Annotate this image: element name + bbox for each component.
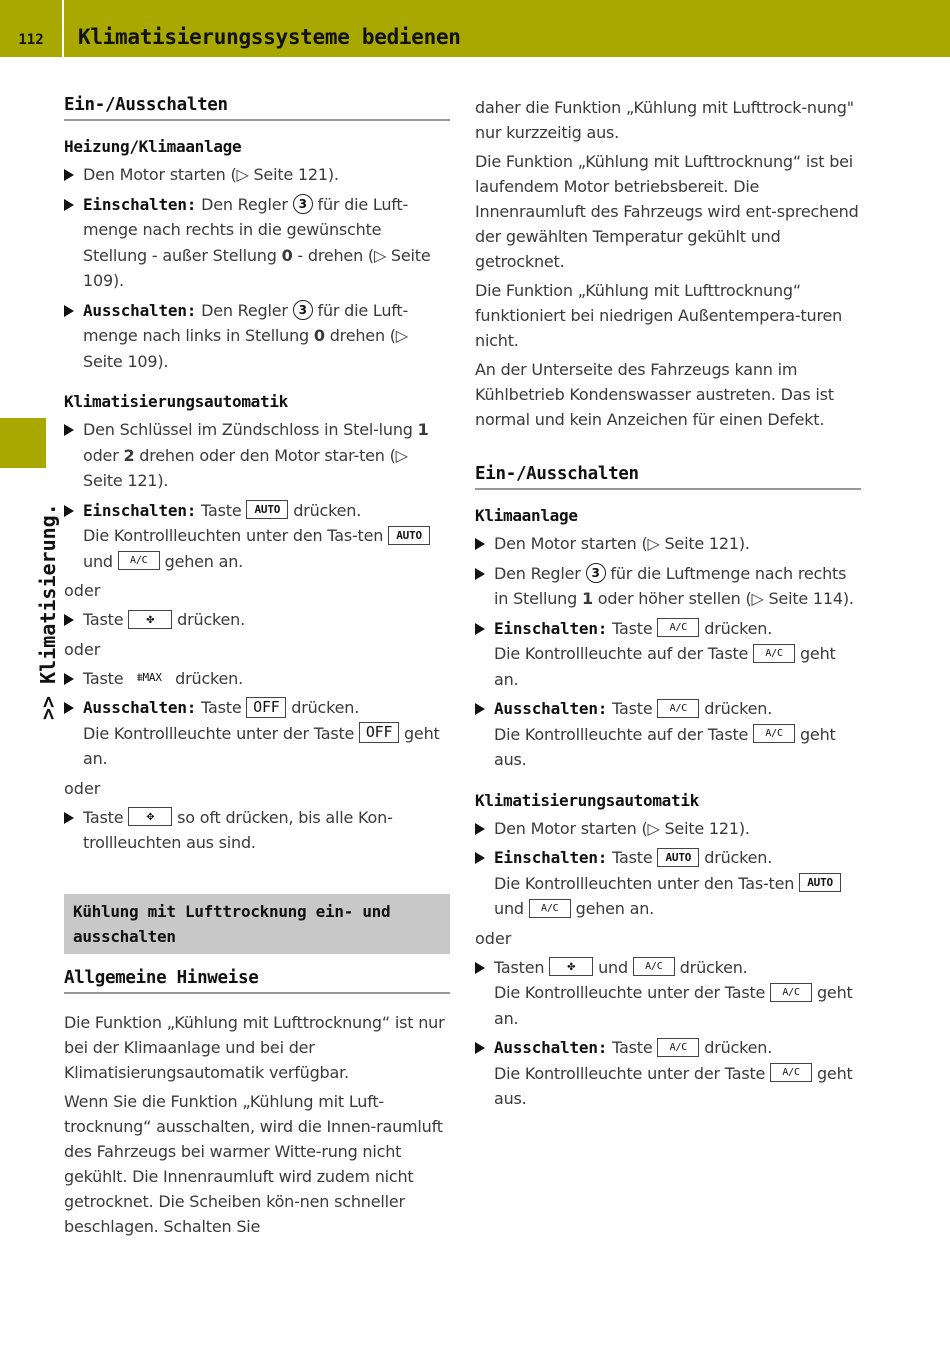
paragraph: Die Funktion „Kühlung mit Lufttrocknung“ ist nur bei der Klimaanlage und bei der Klimatisierungsautomatik verfügbar.: [64, 1012, 445, 1082]
bullet-triangle-icon: [475, 568, 485, 580]
list-item: Ausschalten: Taste A/C drücken. Die Kontrollleuchte auf der Taste A/C geht aus.: [475, 696, 861, 773]
subsection-heading: Heizung/Klimaanlage: [64, 137, 242, 156]
bullet-triangle-icon: [475, 623, 485, 635]
bullet-triangle-icon: [475, 703, 485, 715]
ac-key-icon: A/C: [753, 644, 795, 663]
bullet-triangle-icon: [475, 823, 485, 835]
ac-key-icon: A/C: [633, 957, 675, 976]
list-item: Einschalten: Taste A/C drücken. Die Kontrollleuchte auf der Taste A/C geht an.: [475, 616, 861, 693]
bullet-triangle-icon: [475, 1042, 485, 1054]
subsection-heading: Klimatisierungsautomatik: [475, 790, 699, 810]
section-heading: Ein-/Ausschalten: [475, 464, 861, 490]
defrost-max-icon: ⩩MAX: [136, 671, 162, 684]
paragraph: daher die Funktion „Kühlung mit Lufttrock-nung" nur kurzzeitig aus.: [475, 98, 854, 142]
list-item: Den Motor starten (▷ Seite 121).: [475, 816, 861, 842]
auto-key-icon: AUTO: [657, 848, 699, 867]
paragraph: An der Unterseite des Fahrzeugs kann im Kühlbetrieb Kondenswasser austreten. Das ist normal und kein Anzeichen für einen Defekt.: [475, 360, 834, 429]
list-item: Taste ✤ drücken.: [64, 607, 450, 633]
list-item: Einschalten: Taste AUTO drücken. Die Kontrollleuchten unter den Tas-ten AUTO und A/C gehen an.: [475, 845, 861, 922]
auto-key-icon: AUTO: [246, 500, 288, 519]
paragraph: Die Funktion „Kühlung mit Lufttrocknung“ ist bei laufendem Motor betriebsbereit. Die Innenraumluft des Fahrzeugs wird ent-sprechend der gewählten Temperatur gekühlt und getrocknet.: [475, 152, 859, 271]
fan-small-key-icon: ✥: [128, 807, 172, 826]
ac-key-icon: A/C: [657, 618, 699, 637]
paragraph: Die Funktion „Kühlung mit Lufttrocknung“ funktioniert bei niedrigen Außentempera-turen nicht.: [475, 281, 843, 350]
bullet-triangle-icon: [475, 538, 485, 550]
bullet-triangle-icon: [64, 614, 74, 626]
fan-key-icon: ✤: [549, 957, 593, 976]
ac-key-icon: A/C: [770, 983, 812, 1002]
fan-key-icon: ✤: [128, 610, 172, 629]
list-item: Taste ⩩MAX drücken.: [64, 666, 450, 692]
bullet-triangle-icon: [64, 169, 74, 181]
section-heading: Ein-/Ausschalten: [64, 95, 450, 121]
list-item: Ausschalten: Den Regler 3 für die Luft-menge nach links in Stellung 0 drehen (▷ Seite 109).: [64, 298, 450, 375]
list-item: Tasten ✤ und A/C drücken. Die Kontrollleuchte unter der Taste A/C geht an.: [475, 955, 861, 1032]
bullet-triangle-icon: [475, 852, 485, 864]
ac-key-icon: A/C: [657, 1038, 699, 1057]
subsection-heading: Klimatisierungsautomatik: [64, 392, 288, 411]
topic-box: Kühlung mit Lufttrocknung ein- und ausschalten: [64, 894, 450, 954]
header-divider: [62, 0, 64, 57]
paragraph: Wenn Sie die Funktion „Kühlung mit Luft-trocknung“ ausschalten, wird die Innen-raumluft des Fahrzeugs bei warmer Witte-rung nicht gekühlt. Die Innenraumluft wird zudem nicht getrocknet. Die Scheiben kön-nen schneller beschlagen. Schalten Sie: [64, 1091, 443, 1236]
ac-key-icon: A/C: [753, 724, 795, 743]
list-item: Einschalten: Taste AUTO drücken. Die Kontrollleuchten unter den Tas-ten AUTO und A/C gehen an.: [64, 498, 450, 575]
oder-text: oder: [475, 928, 512, 948]
ac-key-icon: A/C: [118, 551, 160, 570]
off-key-icon: OFF: [246, 697, 286, 718]
bullet-triangle-icon: [64, 702, 74, 714]
left-column: [64, 95, 450, 1243]
ac-key-icon: A/C: [657, 699, 699, 718]
auto-key-icon: AUTO: [799, 873, 841, 892]
list-item: Den Motor starten (▷ Seite 121).: [64, 162, 450, 188]
list-item: Taste ✥ so oft drücken, bis alle Kon-trollleuchten aus sind.: [64, 805, 450, 856]
bullet-triangle-icon: [64, 199, 74, 211]
bullet-triangle-icon: [64, 305, 74, 317]
list-item: Den Regler 3 für die Luftmenge nach rechts in Stellung 1 oder höher stellen (▷ Seite 114).: [475, 561, 861, 612]
subsection-heading: Klimaanlage: [475, 506, 578, 525]
sidebar-label: >> Klimatisierung.: [36, 503, 60, 720]
section-heading: Allgemeine Hinweise: [64, 968, 450, 994]
list-item: Den Schlüssel im Zündschloss in Stel-lung 1 oder 2 drehen oder den Motor star-ten (▷ Seite 121).: [64, 417, 450, 494]
dial-number-icon: 3: [293, 300, 313, 320]
bullet-triangle-icon: [64, 673, 74, 685]
oder-text: oder: [64, 639, 101, 659]
list-item: Einschalten: Den Regler 3 für die Luft-menge nach rechts in die gewünschte Stellung - außer Stellung 0 - drehen (▷ Seite 109).: [64, 192, 450, 294]
sidebar-marker: [0, 418, 46, 468]
oder-text: oder: [64, 581, 101, 600]
page-number: 112: [18, 32, 44, 48]
bullet-triangle-icon: [475, 962, 485, 974]
list-item: Ausschalten: Taste A/C drücken. Die Kontrollleuchte unter der Taste A/C geht aus.: [475, 1035, 861, 1112]
page-header: [0, 0, 950, 57]
bullet-triangle-icon: [64, 424, 74, 436]
list-item: Den Motor starten (▷ Seite 121).: [475, 531, 861, 557]
page-title: Klimatisierungssysteme bedienen: [78, 25, 461, 49]
dial-number-icon: 3: [293, 194, 313, 214]
bullet-triangle-icon: [64, 812, 74, 824]
bullet-triangle-icon: [64, 505, 74, 517]
ac-key-icon: A/C: [770, 1063, 812, 1082]
ac-key-icon: A/C: [529, 899, 571, 918]
dial-number-icon: 3: [586, 563, 606, 583]
off-key-icon: OFF: [359, 722, 399, 743]
right-column: [475, 95, 861, 1116]
oder-text: oder: [64, 778, 101, 798]
list-item: Ausschalten: Taste OFF drücken. Die Kontrollleuchte unter der Taste OFF geht an.: [64, 695, 450, 772]
auto-key-icon: AUTO: [388, 526, 430, 545]
